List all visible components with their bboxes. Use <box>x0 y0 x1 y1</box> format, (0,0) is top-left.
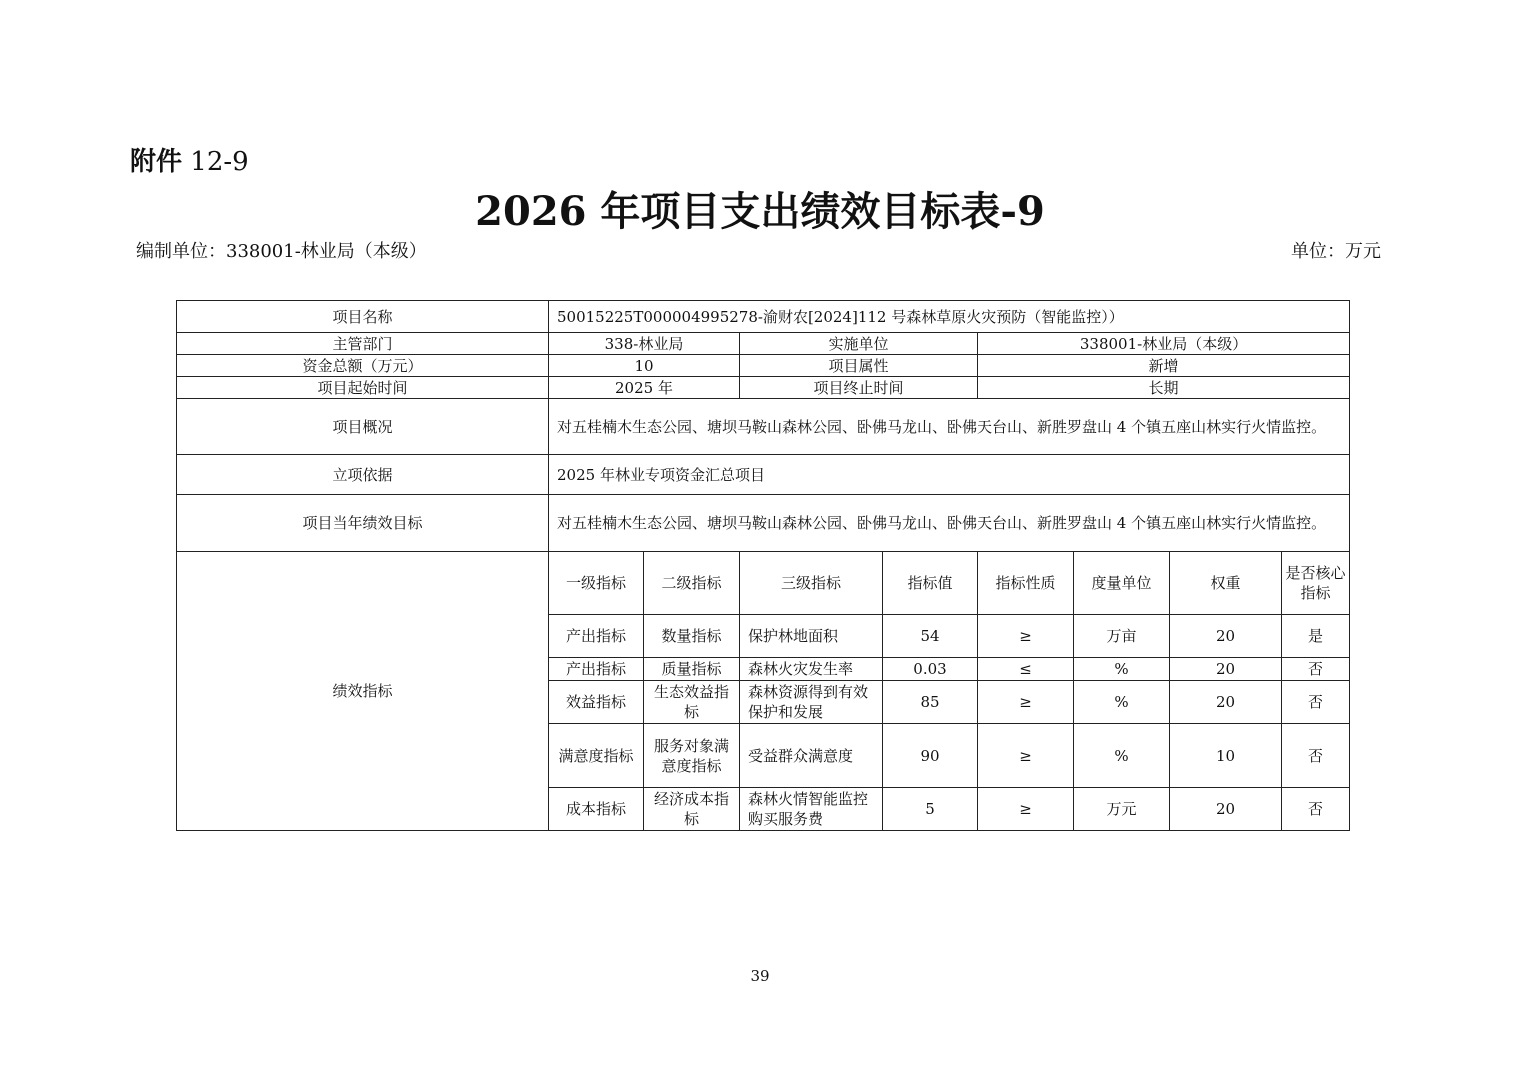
impl-unit-label: 实施单位 <box>740 333 978 355</box>
impl-unit-value: 338001-林业局（本级） <box>978 333 1350 355</box>
nature-cell: ≤ <box>978 658 1074 681</box>
level2-cell: 经济成本指标 <box>644 788 740 831</box>
basis-value: 2025 年林业专项资金汇总项目 <box>549 455 1350 495</box>
level2-cell: 服务对象满意度指标 <box>644 724 740 788</box>
end-time-value: 长期 <box>978 377 1350 399</box>
unit-cell: % <box>1074 681 1170 724</box>
header-weight: 权重 <box>1170 552 1282 615</box>
nature-cell: ≥ <box>978 615 1074 658</box>
level3-cell: 森林资源得到有效保护和发展 <box>740 681 883 724</box>
core-cell: 否 <box>1282 788 1350 831</box>
level3-cell: 保护林地面积 <box>740 615 883 658</box>
table-row <box>177 301 1350 333</box>
header-level3: 三级指标 <box>740 552 883 615</box>
nature-cell: ≥ <box>978 681 1074 724</box>
header-nature: 指标性质 <box>978 552 1074 615</box>
overview-value: 对五桂楠木生态公园、塘坝马鞍山森林公园、卧佛马龙山、卧佛天台山、新胜罗盘山 4 个镇五座山林实行火情监控。 <box>549 399 1350 455</box>
unit-cell: % <box>1074 724 1170 788</box>
table-row <box>177 399 1350 455</box>
overview-label: 项目概况 <box>177 399 549 455</box>
funds-value: 10 <box>549 355 740 377</box>
table-row <box>177 495 1350 552</box>
value-cell: 54 <box>883 615 978 658</box>
weight-cell: 20 <box>1170 658 1282 681</box>
end-time-label: 项目终止时间 <box>740 377 978 399</box>
start-time-label: 项目起始时间 <box>177 377 549 399</box>
header-unit: 度量单位 <box>1074 552 1170 615</box>
currency-unit: 单位：万元 <box>1291 241 1381 262</box>
attr-value: 新增 <box>978 355 1350 377</box>
core-cell: 是 <box>1282 615 1350 658</box>
unit-cell: % <box>1074 658 1170 681</box>
core-cell: 否 <box>1282 681 1350 724</box>
table-row <box>177 355 1350 377</box>
page-title: 2026 年项目支出绩效目标表-9 <box>475 188 1045 235</box>
start-time-value: 2025 年 <box>549 377 740 399</box>
compiling-unit: 编制单位：338001-林业局（本级） <box>136 241 427 262</box>
value-cell: 5 <box>883 788 978 831</box>
value-cell: 0.03 <box>883 658 978 681</box>
annual-goal-label: 项目当年绩效目标 <box>177 495 549 552</box>
core-cell: 否 <box>1282 724 1350 788</box>
annual-goal-value: 对五桂楠木生态公园、塘坝马鞍山森林公园、卧佛马龙山、卧佛天台山、新胜罗盘山 4 个镇五座山林实行火情监控。 <box>549 495 1350 552</box>
project-name-value: 50015225T000004995278-渝财农[2024]112 号森林草原火灾预防（智能监控）） <box>549 301 1350 333</box>
dept-value: 338-林业局 <box>549 333 740 355</box>
level1-cell: 成本指标 <box>549 788 644 831</box>
header-level1: 一级指标 <box>549 552 644 615</box>
attachment-label <box>130 146 249 178</box>
page-number: 39 <box>750 967 770 985</box>
table-row <box>177 455 1350 495</box>
attachment-word: 附件 <box>130 147 183 177</box>
project-name-label: 项目名称 <box>177 301 549 333</box>
header-core: 是否核心指标 <box>1282 552 1350 615</box>
level2-cell: 生态效益指标 <box>644 681 740 724</box>
attachment-number: 12-9 <box>190 147 249 177</box>
value-cell: 90 <box>883 724 978 788</box>
header-level2: 二级指标 <box>644 552 740 615</box>
level2-cell: 数量指标 <box>644 615 740 658</box>
performance-target-table <box>176 300 1350 831</box>
table-row <box>177 333 1350 355</box>
basis-label: 立项依据 <box>177 455 549 495</box>
unit-cell: 万元 <box>1074 788 1170 831</box>
level3-cell: 森林火灾发生率 <box>740 658 883 681</box>
level1-cell: 满意度指标 <box>549 724 644 788</box>
indicator-header-row <box>177 552 1350 615</box>
funds-label: 资金总额（万元） <box>177 355 549 377</box>
level2-cell: 质量指标 <box>644 658 740 681</box>
core-cell: 否 <box>1282 658 1350 681</box>
level3-cell: 森林火情智能监控购买服务费 <box>740 788 883 831</box>
value-cell: 85 <box>883 681 978 724</box>
level1-cell: 产出指标 <box>549 615 644 658</box>
unit-cell: 万亩 <box>1074 615 1170 658</box>
level3-cell: 受益群众满意度 <box>740 724 883 788</box>
weight-cell: 20 <box>1170 788 1282 831</box>
level1-cell: 产出指标 <box>549 658 644 681</box>
header-value: 指标值 <box>883 552 978 615</box>
weight-cell: 20 <box>1170 615 1282 658</box>
weight-cell: 20 <box>1170 681 1282 724</box>
attr-label: 项目属性 <box>740 355 978 377</box>
dept-label: 主管部门 <box>177 333 549 355</box>
indicators-section-label: 绩效指标 <box>177 552 549 831</box>
table-row <box>177 377 1350 399</box>
nature-cell: ≥ <box>978 724 1074 788</box>
nature-cell: ≥ <box>978 788 1074 831</box>
weight-cell: 10 <box>1170 724 1282 788</box>
level1-cell: 效益指标 <box>549 681 644 724</box>
